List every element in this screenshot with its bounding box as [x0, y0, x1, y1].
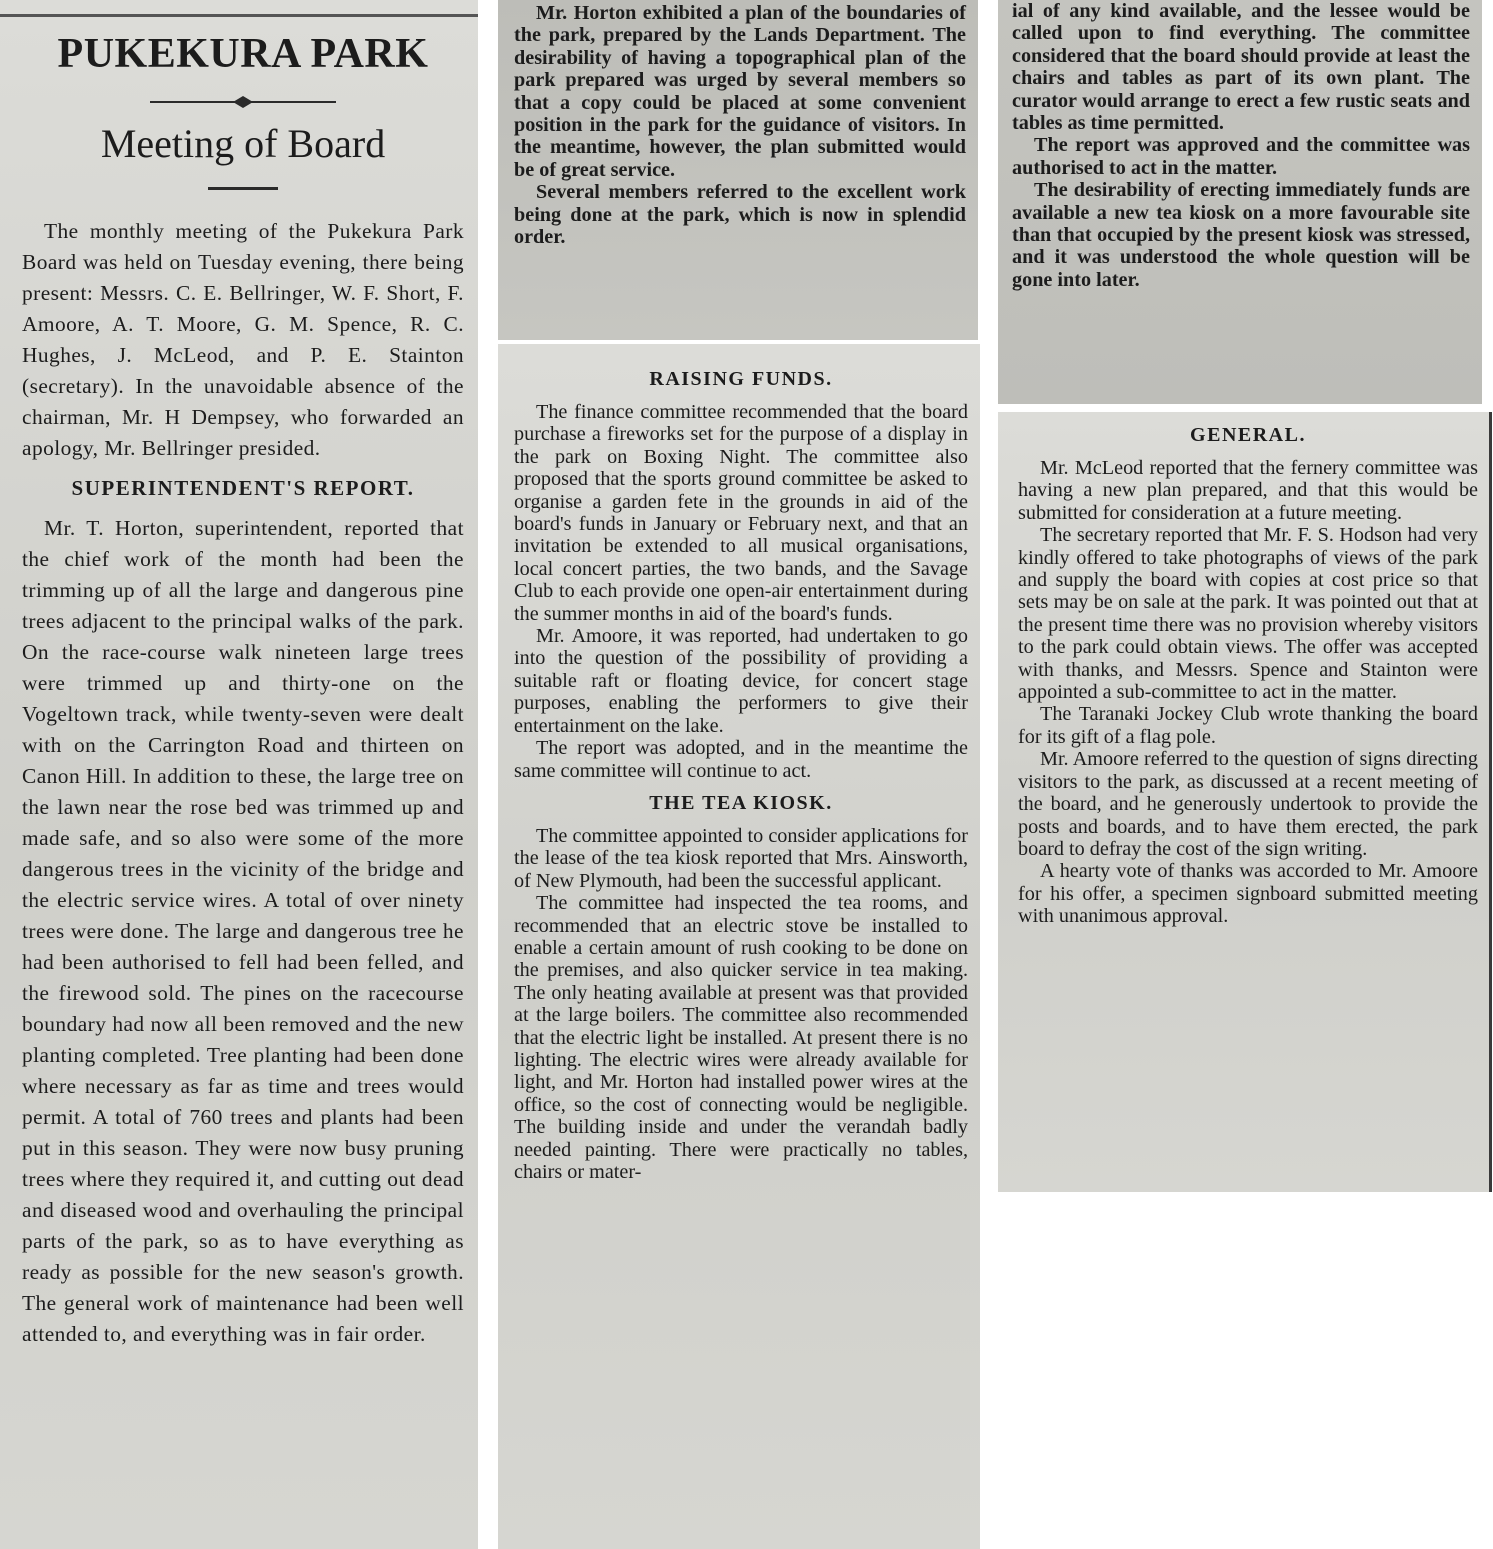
- ornament-rule-icon: [148, 95, 338, 109]
- clipping-right-bottom: [998, 412, 1492, 1192]
- paragraph: The report was adopted, and in the meantime the same committee will continue to act.: [514, 737, 968, 782]
- paragraph: The desirability of erecting immediately funds are available a new tea kiosk on a more favourable site than that occupied by the present kiosk was stressed, and it was understood the whole question will be gone into later.: [1012, 179, 1470, 291]
- section-heading: THE TEA KIOSK.: [649, 791, 833, 814]
- clipping-middle-top: [498, 0, 978, 340]
- article-body-middle-top: [514, 2, 966, 248]
- paragraph: The committee had inspected the tea rooms, and recommended that an electric stove be installed to enable a certain amount of rush cooking to be done on the premises, and also quicker service in tea making. The only heating available at present was that provided at the large boilers. The committee also recommended that the electric light be installed. At present there is no lighting. The electric wires were already available for light, and Mr. Horton had installed power wires at the office, so the cost of connecting would be negligible. The building inside and under the verandah badly needed painting. There were practically no tables, chairs or mater-: [514, 892, 968, 1183]
- deck-headline: Meeting of Board: [100, 121, 386, 166]
- paragraph: The secretary reported that Mr. F. S. Hodson had very kindly offered to take photographs of views of the park and supply the board with copies at cost price so that sets may be on sale at the park. It was pointed out that at the present time there was no provision whereby visitors to the park could obtain views. The offer was accepted with thanks, and Messrs. Spence and Stainton were appointed a sub-committee to act in the matter.: [1018, 524, 1478, 704]
- clipping-middle-bottom: [498, 344, 980, 1549]
- paragraph: Mr. T. Horton, superintendent, reported that the chief work of the month had been the trimming up of all the large and dangerous pine trees adjacent to the principal walks of the park. On the race-course walk nineteen large trees were trimmed up and thirty-one on the Vogeltown track, while twenty-seven were dealt with on the Carrington Road and thirteen on Canon Hill. In addition to these, the large tree on the lawn near the rose bed was trimmed up and made safe, and so also were some of the more dangerous trees in the vicinity of the bridge and the electric service wires. A total of over ninety trees were done. The large and dangerous tree he had been authorised to fell had been felled, and the firewood sold. The pines on the racecourse boundary had now all been removed and the new planting completed. Tree planting had been done where necessary as far as time and trees would permit. A total of 760 trees and plants had been put in this season. They were now busy pruning trees where they required it, and cutting out dead and diseased wood and overhauling the principal parts of the park, so as to have everything as ready as possible for the new season's growth. The general work of maintenance had been well attended to, and everything was in fair order.: [22, 516, 464, 1346]
- paragraph: The Taranaki Jockey Club wrote thanking the board for its gift of a flag pole.: [1018, 703, 1478, 748]
- article-body-left: [22, 216, 464, 1350]
- paragraph: Mr. Horton exhibited a plan of the boundaries of the park, prepared by the Lands Department. The desirability of having a topographical plan of the park prepared was urged by several members so that a copy could be placed at some convenient position in the park for the guidance of visitors. In the meantime, however, the plan submitted would be of great service.: [514, 2, 966, 181]
- paragraph: Mr. Amoore, it was reported, had undertaken to go into the question of the possibility of providing a suitable raft or floating device, for concert stage purposes, enabling the performers to give their entertainment on the lake.: [514, 625, 968, 737]
- paragraph: The monthly meeting of the Pukekura Park Board was held on Tuesday evening, there being present: Messrs. C. E. Bellringer, W. F. Short, F. Amoore, A. T. Moore, G. M. Spence, R. C. Hughes, J. McLeod, and P. E. Stainton (secretary). In the unavoidable absence of the chairman, Mr. H Dempsey, who forwarded an apology, Mr. Bellringer presided.: [22, 219, 464, 460]
- paragraph: Several members referred to the excellent work being done at the park, which is now in splendid order.: [514, 181, 966, 249]
- paragraph: Mr. McLeod reported that the fernery committee was having a new plan prepared, and that this would be submitted for consideration at a future meeting.: [1018, 457, 1478, 524]
- paragraph: The finance committee recommended that the board purchase a fireworks set for the purpose of a display in the park on Boxing Night. The committee also proposed that the sports ground committee be asked to organise a garden fete in the grounds in aid of the board's funds in January or February next, and that an invitation be extended to all musical organisations, local concert parties, the two bands, and the Savage Club to each provide one open-air entertainment during the summer months in aid of the board's funds.: [514, 401, 968, 625]
- paragraph: Mr. Amoore referred to the question of signs directing visitors to the park, as discussed at a recent meeting of the board, and he generously undertook to provide the posts and boards, and to have them erected, the park board to defray the cost of the sign writing.: [1018, 748, 1478, 860]
- section-heading: RAISING FUNDS.: [649, 368, 833, 390]
- clipping-right-top: [998, 0, 1482, 404]
- section-heading: GENERAL.: [1190, 424, 1306, 446]
- section-heading: SUPERINTENDENT'S REPORT.: [71, 476, 415, 500]
- paragraph: The committee appointed to consider applications for the lease of the tea kiosk reported that Mrs. Ainsworth, of New Plymouth, had been the successful applicant.: [514, 824, 968, 892]
- clipping-left-column: [0, 0, 478, 1549]
- article-body-middle-bottom: [514, 368, 968, 1183]
- headline: PUKEKURA PARK: [57, 31, 429, 77]
- paragraph: A hearty vote of thanks was accorded to Mr. Amoore for his offer, a specimen signboard submitted meeting with unanimous approval.: [1018, 860, 1478, 928]
- paragraph: The report was approved and the committee was authorised to act in the matter.: [1012, 134, 1470, 179]
- paragraph: ial of any kind available, and the lessee would be called upon to find everything. The committee considered that the board should provide at least the chairs and tables as part of its own plant. The curator would arrange to erect a few rustic seats and tables as time permitted.: [1012, 0, 1470, 135]
- short-rule: [208, 187, 278, 190]
- article-body-right-bottom: [1018, 424, 1478, 928]
- column-top-rule: [0, 14, 478, 17]
- column-border: [1489, 412, 1492, 1192]
- article-body-right-top: [1012, 0, 1470, 291]
